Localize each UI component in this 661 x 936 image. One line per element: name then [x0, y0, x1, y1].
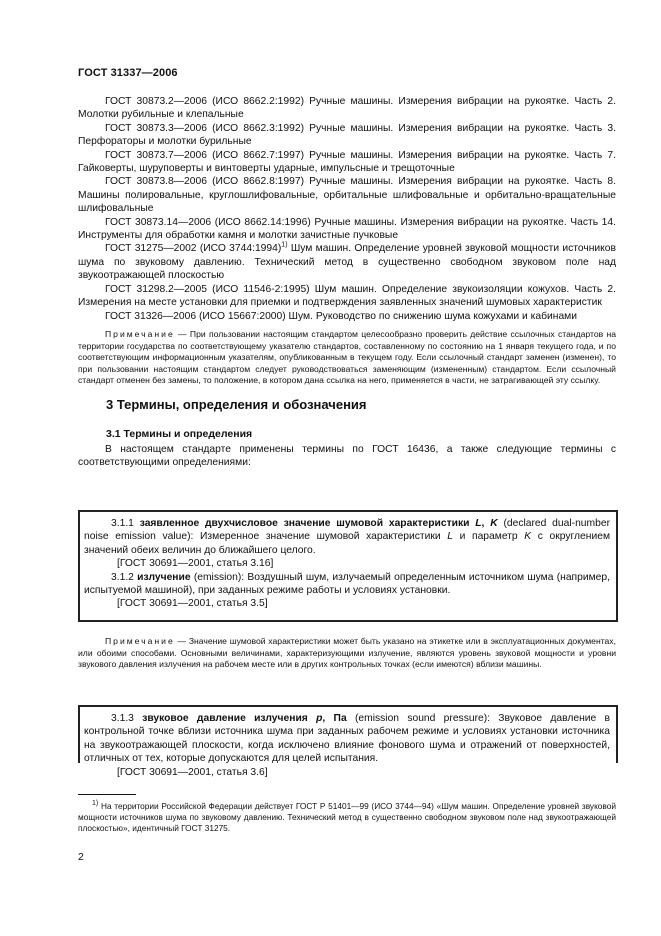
- footnote-marker: 1): [281, 242, 288, 250]
- reference-item: ГОСТ 30873.7—2006 (ИСО 8662.7:1997) Ручные машины. Измерения вибрации на рукоятке. Часть 7. Гайковерты, шуруповерты и винтоверты ударные, импульсные и трещоточные: [78, 149, 616, 175]
- intro-paragraph: В настоящем стандарте применены термины по ГОСТ 16436, а также следующие термины с соответствующими определениями:: [78, 444, 616, 469]
- document-header: ГОСТ 31337—2006: [78, 67, 178, 79]
- footnote-marker: 1): [92, 800, 99, 808]
- terms-box-continued: [78, 705, 618, 778]
- term-source: [ГОСТ 30691—2001, статья 3.5]: [117, 598, 268, 610]
- section-title: 3 Термины, определения и обозначения: [106, 397, 367, 412]
- reference-item: ГОСТ 30873.14—2006 (ИСО 8662.14:1996) Ручные машины. Измерения вибрации на рукоятке. Часть 14. Инструменты для обработки камня и молотки зачистные пучковые: [78, 216, 616, 242]
- reference-item-31275: ГОСТ 31275—2002 (ИСО 3744:1994)$^{1)}$ Шум машин. Определение уровней звуковой мощности источников шума по звуковому давлению. Технический метод в существенно свободном звуковом поле над звукоотражающей плоскостью: [78, 242, 617, 282]
- term-3-1-3: 3.1.3 звуковое давление излучения p, Па (emission sound pressure): Звуковое давление в контрольной точке вблизи источника шума при заданных рабочем режиме и условиях установки источника на звукоотражающей плоскости, когда исключено влияние фонового шума и отражений от поверхностей, отличных от тех, которые допускаются для целей испытания.: [84, 713, 610, 765]
- note-emission: Примечание — Значение шумовой характеристики может быть указано на этикетке или в эксплуатационных документах, или обоими способами. Основными величинами, характеризующими излучение, являются уровень звуковой мощности и уровни звукового давления излучения на рабочем месте или в других контрольных точках (если имеются) вблизи машины.: [78, 636, 616, 670]
- page-number: 2: [78, 851, 84, 863]
- reference-item: ГОСТ 30873.8—2006 (ИСО 8662.8:1997) Ручные машины. Измерения вибрации на рукоятке. Часть 8. Машины полировальные, круглошлифовальные, орбитальные шлифовальные и орбитально-вращательные шлифовальные: [78, 176, 616, 215]
- footnote: $^{1)}$ На территории Российской Федерации действует ГОСТ Р 51401—99 (ИСО 3744—94) «Шум машин. Определение уровней звуковой мощности источников шума по звуковому давлению. Технический метод в существенно свободном звуковом поле над звукоотражающей плоскостью», идентичный ГОСТ 31275.: [78, 800, 616, 833]
- reference-item: ГОСТ 30873.3—2006 (ИСО 8662.3:1992) Ручные машины. Измерения вибрации на рукоятке. Часть 3. Перфораторы и молотки бурильные: [78, 122, 616, 148]
- term-source: [ГОСТ 30691—2001, статья 3.6]: [117, 766, 268, 778]
- note-label: Примечание: [105, 328, 175, 339]
- terms-box: [78, 510, 618, 622]
- term-3-1-1: 3.1.1 заявленное двухчисловое значение шумовой характеристики L, K (declared dual-number noise emission value): Измеренное значение шумовой характеристики L и параметр K с округлением значений обеих величин до ближайшего целого.: [84, 518, 611, 556]
- term-source: [ГОСТ 30691—2001, статья 3.16]: [117, 558, 274, 570]
- footnote-separator: [78, 794, 136, 795]
- reference-item: ГОСТ 31298.2—2005 (ИСО 11546-2:1995) Шум машин. Определение звукоизоляции кожухов. Часть 2. Измерения на месте установки для приемки и подтверждения заявленных значений шумовых характеристик: [78, 283, 616, 309]
- normative-references: [78, 95, 616, 387]
- reference-item: ГОСТ 30873.2—2006 (ИСО 8662.2:1992) Ручные машины. Измерения вибрации на рукоятке. Часть 2. Молотки рубильные и клепальные: [78, 96, 616, 121]
- note-label: Примечание: [105, 636, 175, 646]
- reference-item: ГОСТ 31326—2006 (ИСО 15667:2000) Шум. Руководство по снижению шума кожухами и кабинами: [105, 310, 577, 322]
- subsection-title: 3.1 Термины и определения: [106, 428, 253, 440]
- note-references: Примечание — При пользовании настоящим стандартом целесообразно проверить действие ссылочных стандартов на территории государства по соответствующему указателю стандартов, составленному по состоянию на 1 января текущего года, и по соответствующим информационным указателям, опубликованным в текущем году. Если ссылочный стандарт заменен (изменен), то при пользовании настоящим стандартом следует руководствоваться заменяющим (измененным) стандартом. Если ссылочный стандарт отменен без замены, то положение, в котором дана ссылка на него, применяется в части, не затрагивающей эту ссылку.: [78, 328, 616, 386]
- term-3-1-2: 3.1.2 излучение (emission): Воздушный шум, излучаемый определенным источником шума (например, испытуемой машиной), при заданных режиме работы и условиях установки.: [84, 571, 610, 597]
